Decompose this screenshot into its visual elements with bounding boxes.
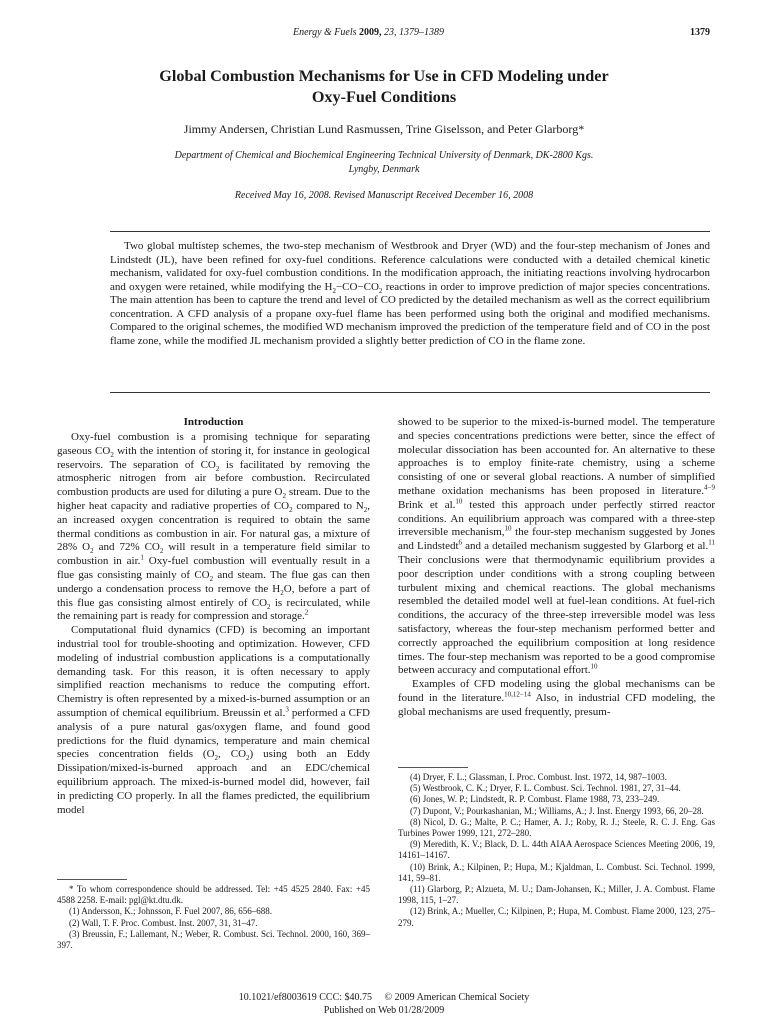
affiliation: Department of Chemical and Biochemical Engineering Technical University of Denmark, DK-2800 Kgs. Lyngby, Denmark [174,150,594,175]
page-number: 1379 [690,27,710,38]
author-list: Jimmy Andersen, Christian Lund Rasmussen, Trine Giselsson, and Peter Glarborg* [183,122,585,136]
correspondence-note: * To whom correspondence should be addressed. Tel: +45 4525 2840. Fax: +45 4588 2258. E-mail: pgl@kt.dtu.dk. [57,884,370,906]
reference-6: (6) Jones, W. P.; Lindstedt, R. P. Combust. Flame 1988, 73, 233–249. [410,794,660,805]
paragraph: Examples of CFD modeling using the global mechanisms can be found in the literature.$^{10,12-14}$ Also, in industrial CFD modeling, the global mechanisms are used frequently, presum- [398,678,716,718]
reference-8: (8) Nicol, D. G.; Malte, P. C.; Hamer, A. J.; Roby, R. J.; Steele, R. C. J. Eng. Gas Turbines Power 1999, 121, 272–280. [398,816,715,839]
reference-10: (10) Brink, A.; Kilpinen, P.; Hupa, M.; Kjaldman, L. Combust. Sci. Technol. 1999, 141, 59–81. [398,861,715,883]
doi-copyright: 10.1021/ef8003619 CCC: $40.75 © 2009 American Chemical Society [238,992,530,1003]
reference-5: (5) Westbrook, C. K.; Dryer, F. L. Combust. Sci. Technol. 1981, 27, 31–44. [410,783,681,794]
reference-11: (11) Glarborg, P.; Alzueta, M. U.; Dam-Johansen, K.; Miller, J. A. Combust. Flame 1998, 115, 1–27. [398,884,715,906]
received-dates: Received May 16, 2008. Revised Manuscript Received December 16, 2008 [234,190,534,201]
abstract-bottom-rule [110,392,710,393]
journal-citation: Energy & Fuels 2009, 23, 1379–1389 [293,27,445,38]
paragraph: Computational fluid dynamics (CFD) is becoming an important industrial tool for trouble-shooting and optimization. However, CFD modeling of industrial combustion applications is a computationally demanding task. For this reason, it is often necessary to apply simplified reaction mechanisms to reduce the computing effort. Chemistry is often represented by a mixed-is-burned assumption or an assumption of chemical equilibrium. Breussin et al.$^3$ performed a CFD analysis of a pure natural gas/oxygen flame, and found good predictions for the fluid dynamics, temperature and main chemical species concentration fields ($O_2$, $CO_2$) using both an Eddy Dissipation/mixed-is-burned approach and an EDC/chemical equilibrium approach. The mixed-is-burned model did, however, fail in predicting CO properly. In all the flames predicted, the equilibrium model [57,624,370,816]
footnotes-left [57,884,370,951]
reference-12: (12) Brink, A.; Mueller, C.; Kilpinen, P.; Hupa, M. Combust. Flame 2000, 123, 275–279. [398,906,715,928]
reference-2: (2) Wall, T. F. Proc. Combust. Inst. 2007, 31, 31–47. [69,917,258,928]
reference-7: (7) Dupont, V.; Pourkashanian, M.; Williams, A.; J. Inst. Energy 1993, 66, 20–28. [410,805,704,816]
reference-4: (4) Dryer, F. L.; Glassman, I. Proc. Combust. Inst. 1972, 14, 987–1003. [410,772,667,782]
paragraph: showed to be superior to the mixed-is-burned model. The temperature and species concentrations predictions were better, since the effect of molecular dissociation has been accounted for. An alternative to these approaches is to employ finite-rate chemistry, using a scheme consisting of one or several global reactions. A number of simplified methane oxidation mechanisms has been proposed in literature.$^{4-9}$ Brink et al.$^{10}$ tested this approach under perfectly stirred reactor conditions. An equilibrium approach was compared with a three-step irreversible mechanism,$^{10}$ the four-step mechanism suggested by Jones and Lindstedt$^6$ and a detailed mechanism suggested by Glarborg et al.$^{11}$ Their conclusions were that thermodynamic equilibrium provides a poor description under conditions with a strong coupling between turbulent mixing and chemical reactions. The global mechanisms resembled the detailed model well at fuel-lean conditions. At fuel-rich conditions, the accuracy of the three-step irreversible model was less satisfactory, whereas the four-step mechanism performed better and correctly approached the equilibrium composition at long residence times. The four-step mechanism was reported to be a good compromise between accuracy and computational effort.$^{10}$ [398,416,716,677]
reference-9: (9) Meredith, K. V.; Black, D. L. 44th AIAA Aerospace Sciences Meeting 2006, 19, 14161–14167. [398,839,715,861]
reference-3: (3) Breussin, F.; Lallemant, N.; Weber, R. Combust. Sci. Technol. 2000, 160, 369–397. [57,928,370,951]
section-heading-introduction: Introduction [183,416,244,428]
abstract: Two global multistep schemes, the two-step mechanism of Westbrook and Dryer (WD) and the four-step mechanism of Jones and Lindstedt (JL), have been refined for oxy-fuel conditions. Reference calculations were conducted with a detailed chemical kinetic mechanism, validated for oxy-fuel combustion conditions. In the modification approach, the initiating reactions involving hydrocarbon and oxygen were retained, while modifying the $H_2-CO-CO_2$ reactions in order to improve prediction of major species concentrations. The main attention has been to capture the trend and level of CO predicted by the detailed mechanism as well as the correct equilibrium concentration. A CFD analysis of a propane oxy-fuel flame has been performed using both the original and modified mechanisms. Compared to the original schemes, the modified WD mechanism improved the prediction of the temperature field and of CO in the post flame zone, while the modified JL mechanism provided a slightly better prediction of CO in the flame zone. [110,240,710,347]
left-column-text [57,431,370,817]
footnotes-right [398,772,715,929]
footnote-rule [398,767,468,768]
published-date: Published on Web 01/28/2009 [323,1005,445,1016]
paragraph: Oxy-fuel combustion is a promising technique for separating gaseous $CO_2$ with the intention of storing it, for instance in geological reservoirs. The separation of $CO_2$ is facilitated by removing the atmospheric nitrogen from air before combustion. Recirculated combustion products are used for diluting a pure $O_2$ stream. Due to the higher heat capacity and radiative properties of $CO_2$ compared to $N_2$, an increased oxygen concentration is required to obtain the same thermal conditions as combustion in air. For natural gas, a mixture of 28% $O_2$ and 72% $CO_2$ will result in a temperature field similar to combustion in air.$^1$ Oxy-fuel combustion will eventually result in a flue gas consisting mainly of $CO_2$ and steam. The flue gas can then undergo a condensation process to remove the $H_2O$, before a part of this flue gas consisting almost entirely of $CO_2$ is recirculated, while the remaining part is ready for compression and storage.$^2$ [57,431,371,623]
abstract-top-rule [110,231,710,232]
paper-title: Global Combustion Mechanisms for Use in CFD Modeling under Oxy-Fuel Conditions [159,67,609,106]
footnote-rule [57,879,127,880]
reference-1: (1) Andersson, K.; Johnsson, F. Fuel 2007, 86, 656–688. [69,906,273,917]
right-column-text [398,416,715,720]
